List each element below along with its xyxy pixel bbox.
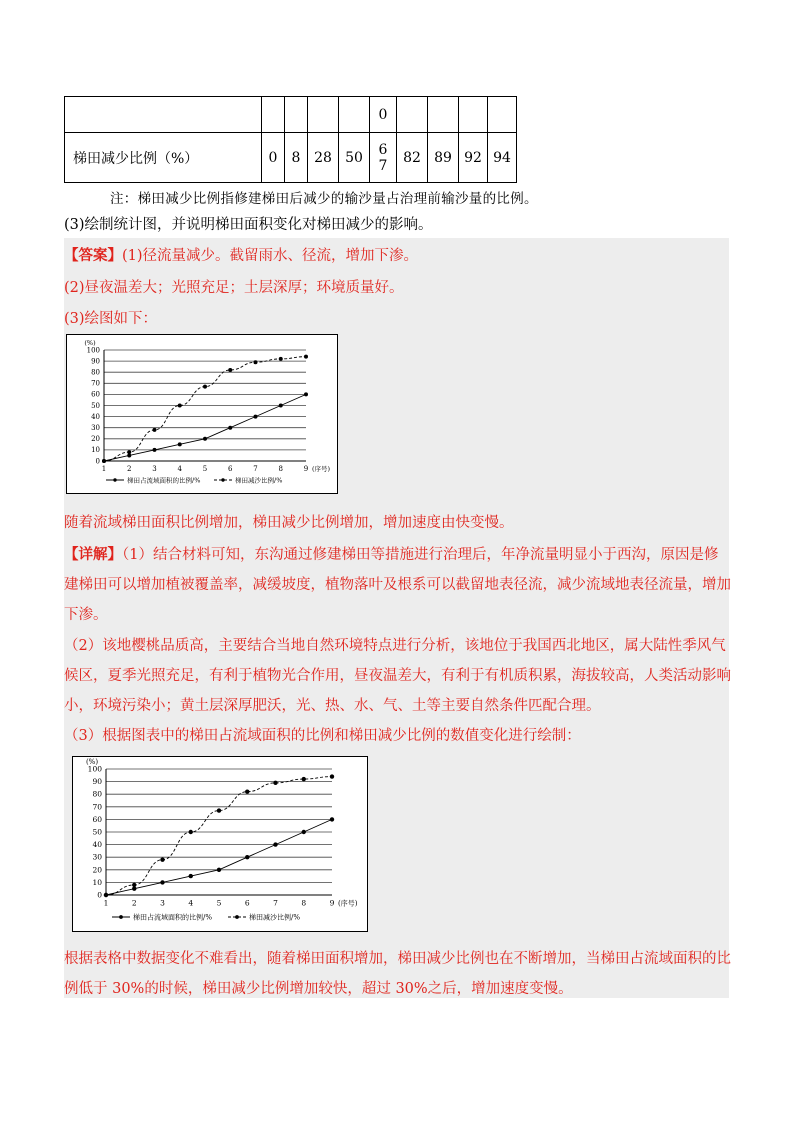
data-point [178,404,182,408]
detail-final-line-2: 例低于 30%的时候，梯田减少比例增加较快，超过 30%之后，增加速度变慢。 [64,981,573,997]
table-cell: 6 7 [370,133,397,183]
x-tick-label: 1 [103,898,109,908]
y-tick-label: 40 [92,840,102,850]
legend-marker [235,915,239,919]
y-tick-label: 60 [91,390,100,399]
answer-label: 【答案】 [64,247,122,264]
data-point [203,437,207,441]
data-point [254,360,258,364]
y-tick-label: 60 [92,814,102,824]
detail-p1-line-3: 下渗。 [64,607,108,623]
y-tick-label: 50 [92,827,102,837]
table-row [65,133,517,183]
table-cell [339,97,370,133]
data-point [254,415,258,419]
y-tick-label: 30 [91,424,100,433]
table-cell [397,97,428,133]
x-tick-label: 3 [152,465,157,473]
y-tick-label: 50 [91,401,100,410]
x-tick-label: 5 [216,898,222,908]
chart-2 [72,756,368,932]
y-tick-label: 90 [91,357,100,366]
table-row [65,97,517,133]
table-cell [308,97,339,133]
legend-marker [113,478,116,481]
x-tick-label: 8 [301,898,307,908]
detail-paragraph-1 [64,540,734,630]
x-tick-label: 1 [101,465,107,473]
data-point [273,781,277,785]
data-point [189,830,193,834]
answer-conclusion: 随着流域梯田面积比例增加，梯田减少比例增加，增加速度由快变慢。 [64,515,514,531]
data-point [189,874,193,878]
data-point [245,789,249,793]
data-point [178,442,182,446]
data-point [304,355,308,359]
data-point [132,883,136,887]
y-tick-label: 100 [86,346,100,355]
x-tick-label: 7 [253,465,258,473]
x-tick-label: 6 [244,898,250,908]
data-point [153,448,157,452]
row-label: 梯田减少比例（%） [65,133,262,183]
y-tick-label: 100 [87,764,102,774]
detail-p2-line-1: （2）该地樱桃品质高，主要结合当地自然环境特点进行分析，该地位于我国西北地区，属大陆性季风气 [64,638,726,654]
legend-marker [119,915,123,919]
y-tick-label: 40 [91,412,100,421]
y-tick-label: 70 [91,379,100,388]
data-table [64,96,517,183]
x-tick-label: 2 [131,898,137,908]
data-point [127,450,131,454]
legend-label: 梯田占流域面积的比例/% [133,913,213,922]
data-point [217,808,221,812]
legend-marker [221,478,224,481]
table-cell [65,97,262,133]
detail-p1-line-2: 建梯田可以增加植被覆盖率，减缓坡度，植物落叶及根系可以截留地表径流，减少流域地表径流量，增加 [64,577,731,593]
detail-label: 【详解】 [64,546,122,563]
answer-text-1: (1)径流量减少。截留雨水、径流，增加下渗。 [122,248,419,264]
y-tick-label: 90 [92,777,102,787]
table-cell: 92 [459,133,488,183]
detail-p2-line-2: 候区，夏季光照充足，有利于植物光合作用，昼夜温差大，有利于有机质积累，海拔较高，人类活动影响 [64,668,731,684]
x-tick-label: 6 [228,465,233,473]
y-tick-label: 80 [91,368,100,377]
x-tick-label: 8 [278,465,283,473]
data-point [330,817,334,821]
y-tick-label: 80 [92,789,102,799]
table-cell [285,97,308,133]
y-tick-label: 10 [92,877,102,887]
y-tick-label: 0 [97,890,102,900]
table-cell: 0 [370,97,397,133]
detail-p2-line-3: 小，环境污染小；黄土层深厚肥沃，光、热、水、气、土等主要自然条件匹配合理。 [64,698,601,714]
y-axis-unit: (%) [85,758,99,766]
table-cell [262,97,285,133]
detail-final [64,944,734,1004]
data-point [104,893,108,897]
data-point [273,842,277,846]
x-axis-unit: (序号) [312,465,331,473]
detail-paragraph-3: （3）根据图表中的梯田占流域面积的比例和梯田减少比例的数值变化进行绘制： [64,728,581,744]
detail-final-line-1: 根据表格中数据变化不难看出，随着梯田面积增加，梯田减少比例也在不断增加，当梯田占流域面积的比 [64,951,731,967]
legend-label: 梯田减沙比例/% [249,913,301,922]
y-tick-label: 20 [92,865,102,875]
x-tick-label: 3 [160,898,165,908]
table-note: 注：梯田减少比例指修建梯田后减少的输沙量占治理前输沙量的比例。 [110,191,538,207]
detail-p1-line-1 [64,540,734,570]
data-point [160,858,164,862]
data-point [203,385,207,389]
table-cell: 94 [488,133,517,183]
table-cell: 82 [397,133,428,183]
data-point [160,880,164,884]
x-tick-label: 9 [329,898,335,908]
y-tick-label: 20 [91,435,100,444]
data-point [302,777,306,781]
data-point [102,459,106,463]
answer-line-1 [64,244,418,265]
x-axis-unit: (序号) [338,899,358,908]
data-point [279,357,283,361]
data-point [217,868,221,872]
data-point [279,404,283,408]
answer-line-2: (2)昼夜温差大；光照充足；土层深厚；环境质量好。 [64,280,404,296]
data-point [330,774,334,778]
data-point [228,426,232,430]
table-cell [488,97,517,133]
data-point [245,855,249,859]
data-point [132,887,136,891]
table-cell: 89 [428,133,459,183]
x-tick-label: 5 [202,465,208,473]
table-cell: 8 [285,133,308,183]
x-tick-label: 9 [303,465,309,473]
data-point [228,368,232,372]
y-tick-label: 10 [91,446,100,455]
y-tick-label: 70 [92,802,102,812]
x-tick-label: 4 [177,465,182,473]
x-tick-label: 2 [127,465,132,473]
data-point [304,392,308,396]
data-point [153,428,157,432]
chart-1 [66,334,338,494]
x-tick-label: 7 [273,898,278,908]
legend-label: 梯田占流域面积的比例/% [127,476,201,485]
detail-p1-text: （1）结合材料可知，东沟通过修建梯田等措施进行治理后，年净流量明显小于西沟，原因是修 [122,547,719,563]
x-tick-label: 4 [188,898,194,908]
table-cell [459,97,488,133]
table-cell: 28 [308,133,339,183]
legend-label: 梯田减沙比例/% [235,476,283,485]
detail-paragraph-2 [64,631,734,721]
y-tick-label: 30 [92,852,102,862]
table-cell [428,97,459,133]
question-3: (3)绘制统计图，并说明梯田面积变化对梯田减少的影响。 [64,217,433,233]
table-cell: 50 [339,133,370,183]
y-tick-label: 0 [95,457,100,466]
answer-line-3: (3)绘图如下： [64,311,158,327]
y-axis-unit: (%) [84,339,96,347]
data-point [302,830,306,834]
table-cell: 0 [262,133,285,183]
